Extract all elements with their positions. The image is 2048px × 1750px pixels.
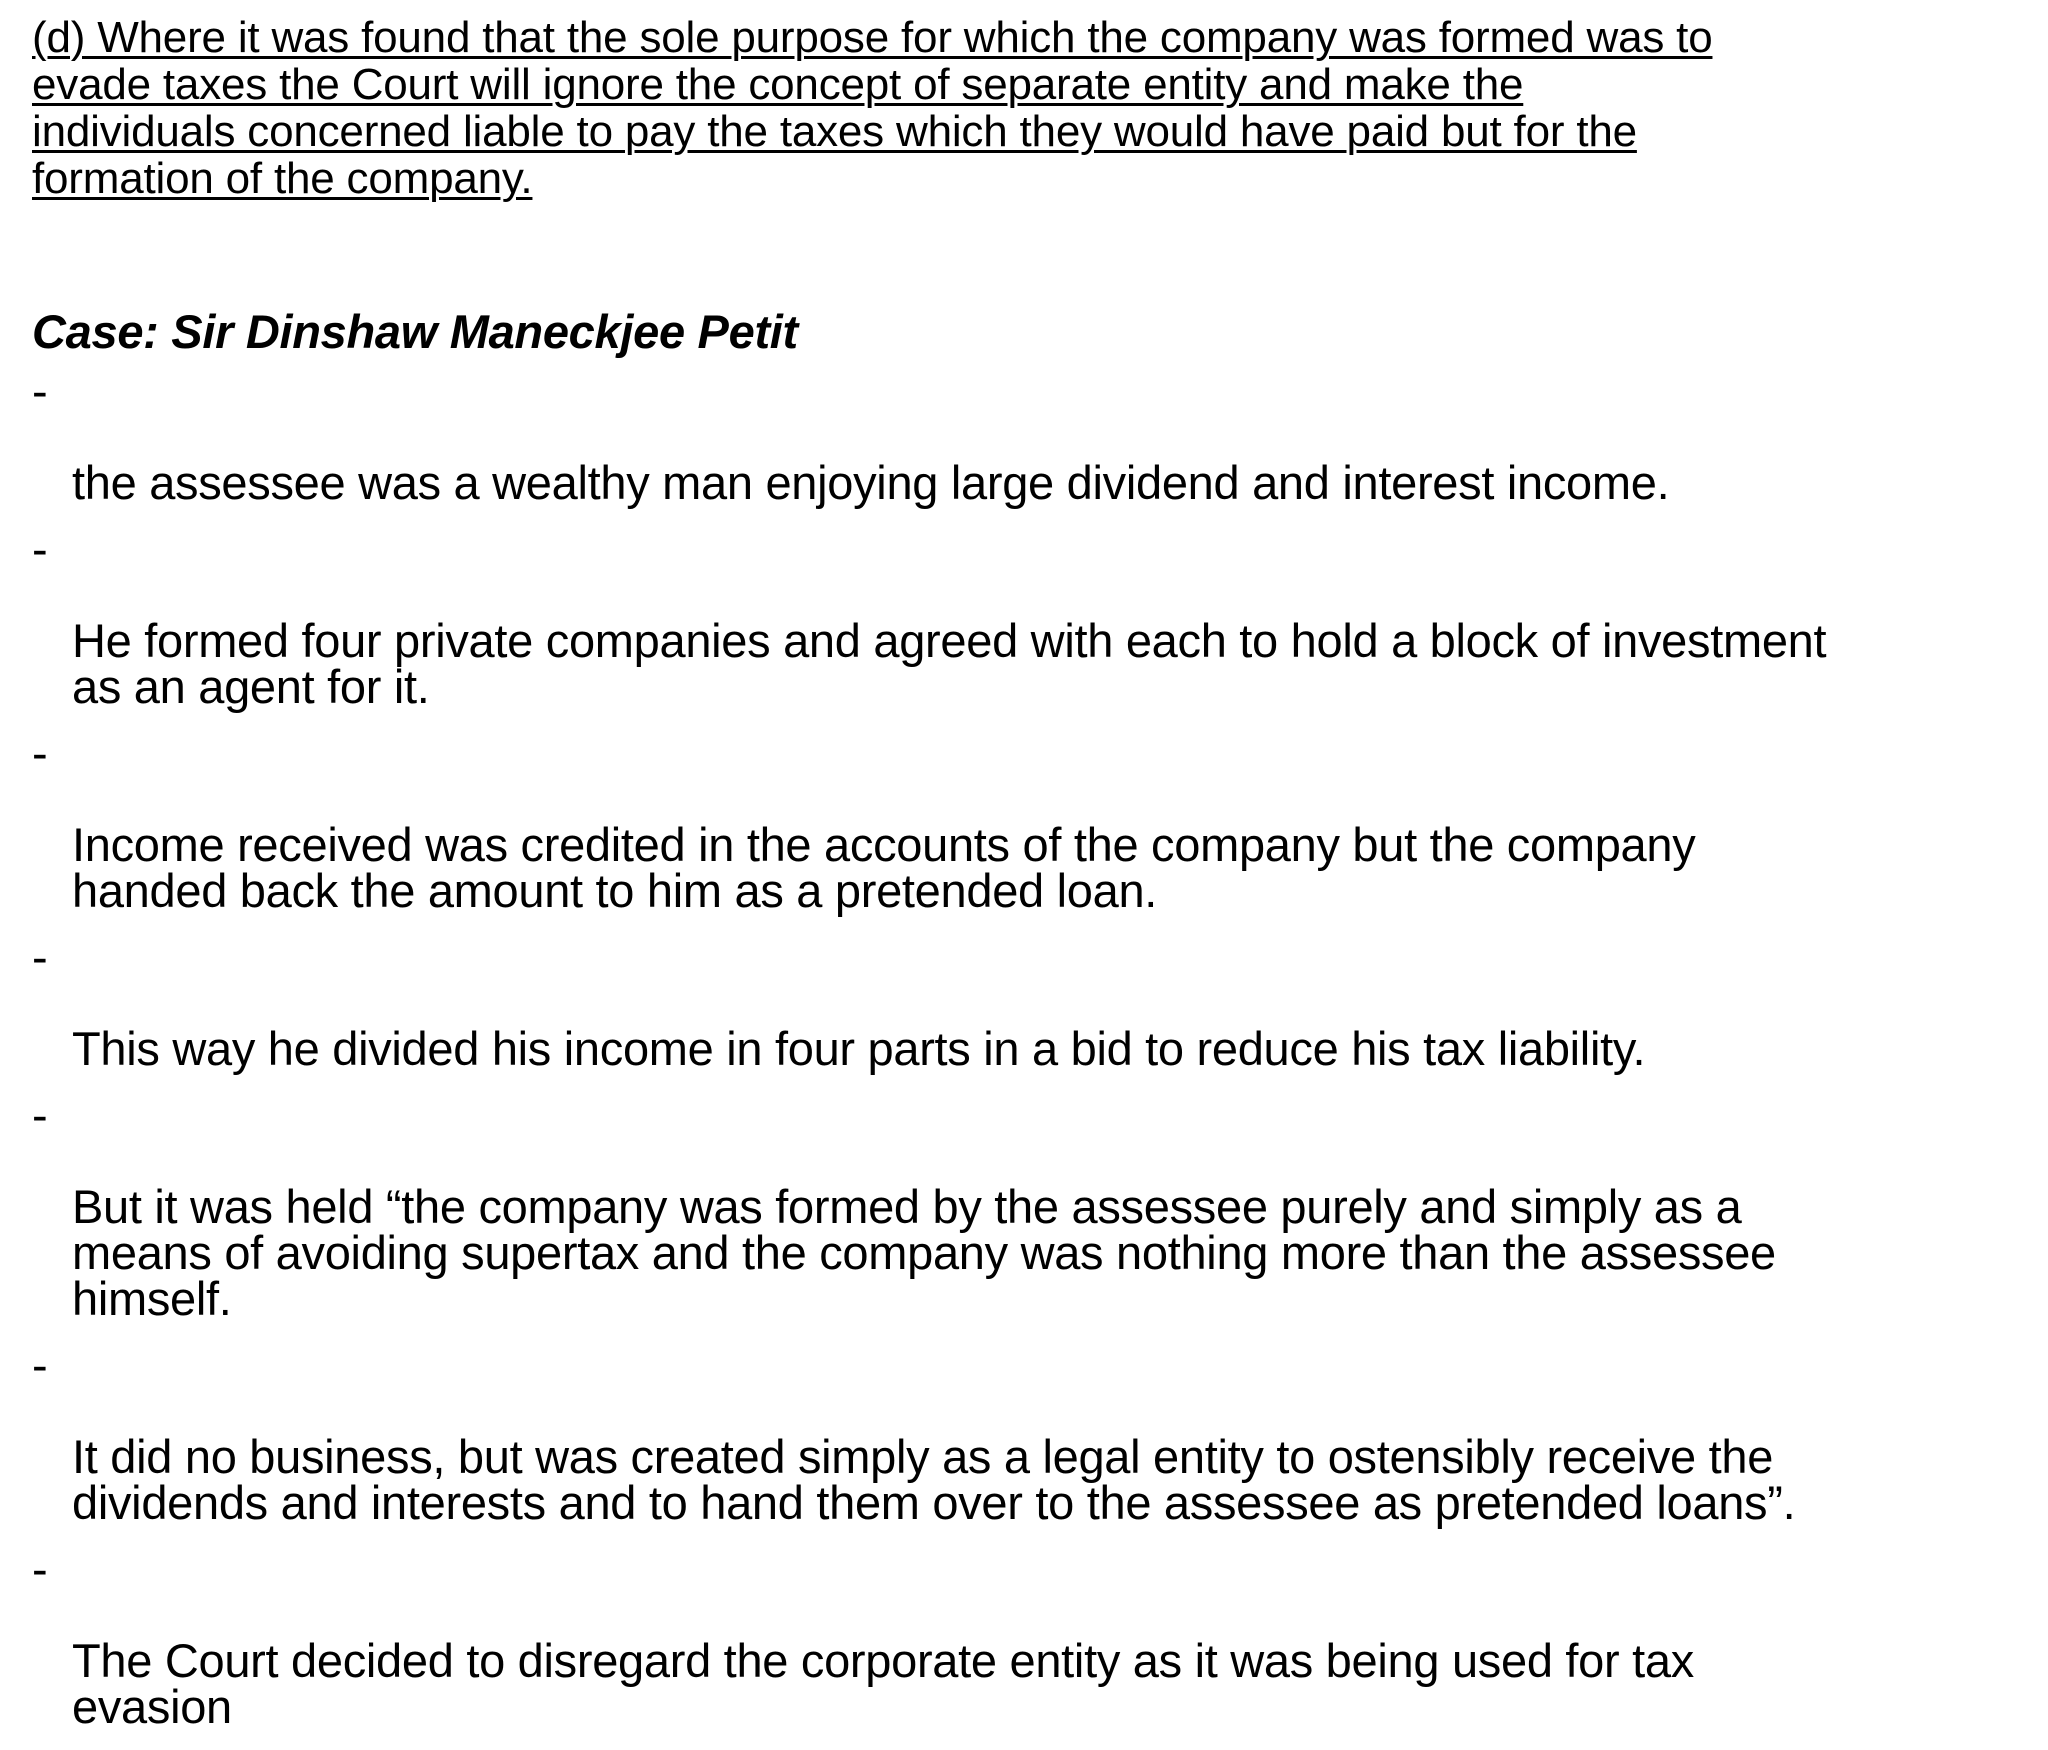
slide-content	[32, 14, 2022, 1750]
list-item-text: This way he divided his income in four parts in a bid to reduce his tax liability.	[72, 1022, 1646, 1075]
bullet-dash: -	[32, 1542, 48, 1595]
bullet-dash: -	[32, 1088, 48, 1141]
list-item	[32, 726, 2022, 917]
intro-paragraph: (d) Where it was found that the sole purpose for which the company was formed was to evade taxes the Court will ignore the concept of separate entity and make the individuals concerned liable to pay the taxes which they would have paid but for the formation of the company.	[32, 13, 1713, 203]
list-item-text: Income received was credited in the accounts of the company but the company handed back the amount to him as a pretended loan.	[72, 818, 1696, 917]
list-item	[32, 930, 2022, 1075]
list-item-text: the assessee was a wealthy man enjoying large dividend and interest income.	[72, 456, 1670, 509]
case-heading: Case: Sir Dinshaw Maneckjee Petit	[32, 305, 798, 358]
list-item	[32, 522, 2022, 713]
list-item-text: The Court decided to disregard the corporate entity as it was being used for tax evasion	[72, 1634, 1694, 1733]
bullet-dash: -	[32, 1338, 48, 1391]
list-item	[32, 1088, 2022, 1325]
list-item	[32, 1542, 2022, 1733]
bullet-dash: -	[32, 930, 48, 983]
bullet-dash: -	[32, 522, 48, 575]
bullet-dash: -	[32, 726, 48, 779]
list-item-text: But it was held “the company was formed by the assessee purely and simply as a means of avoiding supertax and the company was nothing more than the assessee himself.	[72, 1180, 1776, 1325]
bullet-dash: -	[32, 364, 48, 417]
case-points-list	[32, 364, 2022, 1733]
list-item	[32, 1338, 2022, 1529]
list-item-text: It did no business, but was created simply as a legal entity to ostensibly receive the dividends and interests and to hand them over to the assessee as pretended loans”.	[72, 1430, 1796, 1529]
list-item-text: He formed four private companies and agreed with each to hold a block of investment as an agent for it.	[72, 614, 1827, 713]
list-item	[32, 364, 2022, 509]
